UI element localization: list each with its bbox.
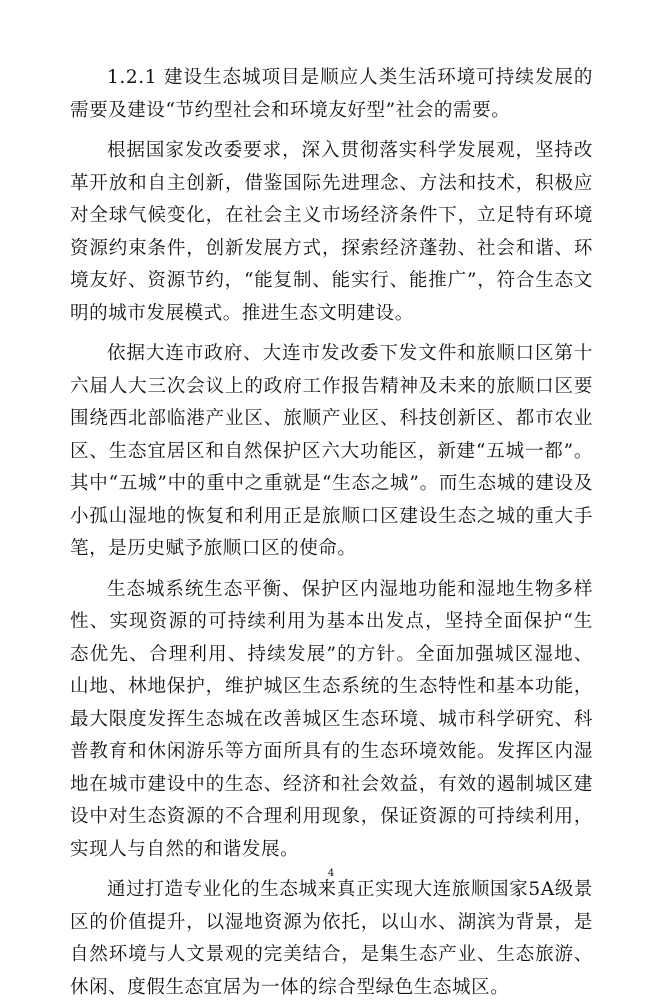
paragraph-ecological-balance: 生态城系统生态平衡、保护区内湿地功能和湿地生物多样性、实现资源的可持续利用为基本出发点，坚持全面保护“生态优先、合理利用、持续发展”的方针。全面加强城区湿地、山地、林地保护，维护城区生态系统的生态特性和基本功能，最大限度发挥生态城在改善城区生态环境、城市科学研究、科普教育和休闲游乐等方面所具有的生态环境效能。发挥区内湿地在城市建设中的生态、经济和社会效益，有效的遏制城区建设中对生态资源的不合理利用现象，保证资源的可持续利用，实现人与自然的和谐发展。 — [70, 578, 593, 860]
page-number: 4 — [327, 868, 335, 879]
paragraph-dalian-government-basis: 依据大连市政府、大连市发改委下发文件和旅顺口区第十六届人大三次会议上的政府工作报告精神及未来的旅顺口区要围绕西北部临港产业区、旅顺产业区、科技创新区、都市农业区、生态宜居区和自然保护区六大功能区，新建“五城一都”。其中“五城”中的重中之重就是“生态之城”。而生态城的建设及小孤山湿地的恢复和利用正是旅顺口区建设生态之城的重大手笔，是历史赋予旅顺口区的使命。 — [70, 343, 593, 559]
paragraph-5a-scenic-area: 通过打造专业化的生态城来真正实现大连旅顺国家5A级景区的价值提升，以湿地资源为依托，以山水、湖滨为背景，是自然环境与人文景观的完美结合，是集生态产业、生态旅游、休闲、度假生态宜居为一体的综合型绿色生态城区。 — [70, 879, 593, 998]
paragraph-ndrc-requirements: 根据国家发改委要求，深入贯彻落实科学发展观，坚持改革开放和自主创新，借鉴国际先进理念、方法和技术，积极应对全球气候变化，在社会主义市场经济条件下，立足特有环境资源约束条件，创新发展方式，探索经济蓬勃、社会和谐、环境友好、资源节约，“能复制、能实行、能推广”，符合生态文明的城市发展模式。推进生态文明建设。 — [70, 140, 593, 324]
paragraph-section-1-2-1: 1.2.1 建设生态城项目是顺应人类生活环境可持续发展的需要及建设“节约型社会和环境友好型”社会的需要。 — [70, 67, 593, 121]
document-body — [70, 62, 593, 1004]
